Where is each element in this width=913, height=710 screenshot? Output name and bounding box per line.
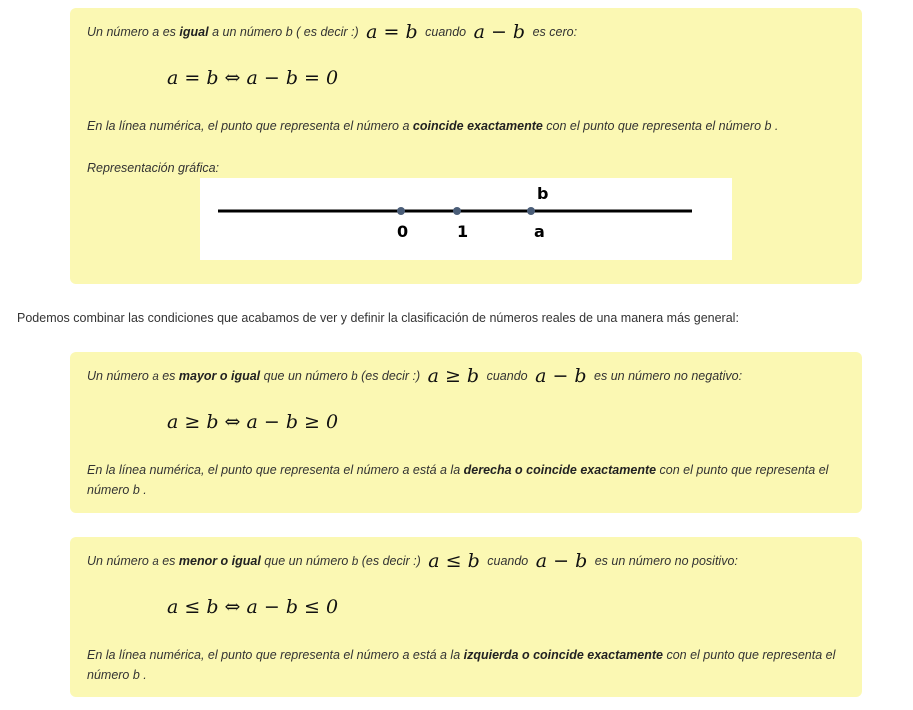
var-a: a [152,371,159,383]
text-fragment: que un número [260,369,352,383]
number-line-graph [200,178,732,260]
point-a [527,207,535,215]
text-fragment: cuando [483,554,532,568]
definition-greater-equal-text [87,366,846,387]
text-fragment: Un número [87,369,153,383]
math-a-minus-b: a − b [535,365,587,387]
var-a: a [152,556,159,568]
math-a-equals-b: a = b [366,21,418,43]
text-fragment: es cero: [529,25,578,39]
definition-box-equal [70,8,862,284]
math-a-geq-b: a ≥ b [427,365,480,387]
label-one: 1 [457,222,469,241]
text-fragment: con el punto que representa el número b . [87,648,836,682]
number-line-explanation-less-equal [87,645,846,685]
keyword-mayor-o-igual: mayor o igual [178,369,261,383]
text-fragment: En la línea numérica, el punto que representa el número a [87,119,413,133]
text-fragment: (es decir :) [357,369,424,383]
keyword-derecha: derecha o coincide exactamente [463,463,657,477]
keyword-izquierda: izquierda o coincide exactamente [463,648,663,662]
point-one [453,207,461,215]
text-fragment: con el punto que representa el número b . [542,119,779,133]
definition-equal-text [87,22,846,42]
keyword-menor-o-igual: menor o igual [178,554,261,568]
number-line-explanation-equal [87,116,846,136]
formula-equal: a = b ⇔ a − b = 0 [167,67,339,89]
text-fragment: (es decir :) [358,554,425,568]
graph-caption: Representación gráfica: [87,161,220,175]
text-fragment: que un número [260,554,352,568]
keyword-coincide: coincide exactamente [412,119,543,133]
text-fragment: En la línea numérica, el punto que representa el número a está a la [87,648,464,662]
definition-box-greater-equal [70,352,862,513]
math-a-minus-b: a − b [535,550,588,572]
intro-paragraph: Podemos combinar las condiciones que acabamos de ver y definir la clasificación de números reales de una manera más general: [17,311,739,325]
text-fragment: Un número [87,554,153,568]
text-fragment: con el punto que representa el número b . [87,463,829,497]
var-b: b [351,556,359,568]
math-a-leq-b: a ≤ b [428,550,480,572]
text-fragment: cuando [421,25,470,39]
var-b: b [351,371,358,383]
text-fragment: cuando [483,369,532,383]
label-a: a [534,222,545,241]
point-zero [397,207,405,215]
label-b: b [537,184,549,203]
keyword-igual: igual [179,25,209,39]
text-fragment: es [158,369,179,383]
text-fragment: es un número no positivo: [591,554,738,568]
definition-less-equal-text [87,551,846,572]
text-fragment: es [158,554,179,568]
number-line-explanation-greater-equal [87,460,846,500]
definition-box-less-equal [70,537,862,697]
text-fragment: a un número b ( es decir :) [208,25,363,39]
formula-less-equal: a ≤ b ⇔ a − b ≤ 0 [167,596,339,618]
math-a-minus-b: a − b [473,21,526,43]
text-fragment: es un número no negativo: [590,369,743,383]
number-line-svg [200,178,732,260]
formula-greater-equal: a ≥ b ⇔ a − b ≥ 0 [167,411,339,433]
label-zero: 0 [397,222,409,241]
text-fragment: Un número a es [87,25,180,39]
text-fragment: En la línea numérica, el punto que representa el número a está a la [87,463,464,477]
